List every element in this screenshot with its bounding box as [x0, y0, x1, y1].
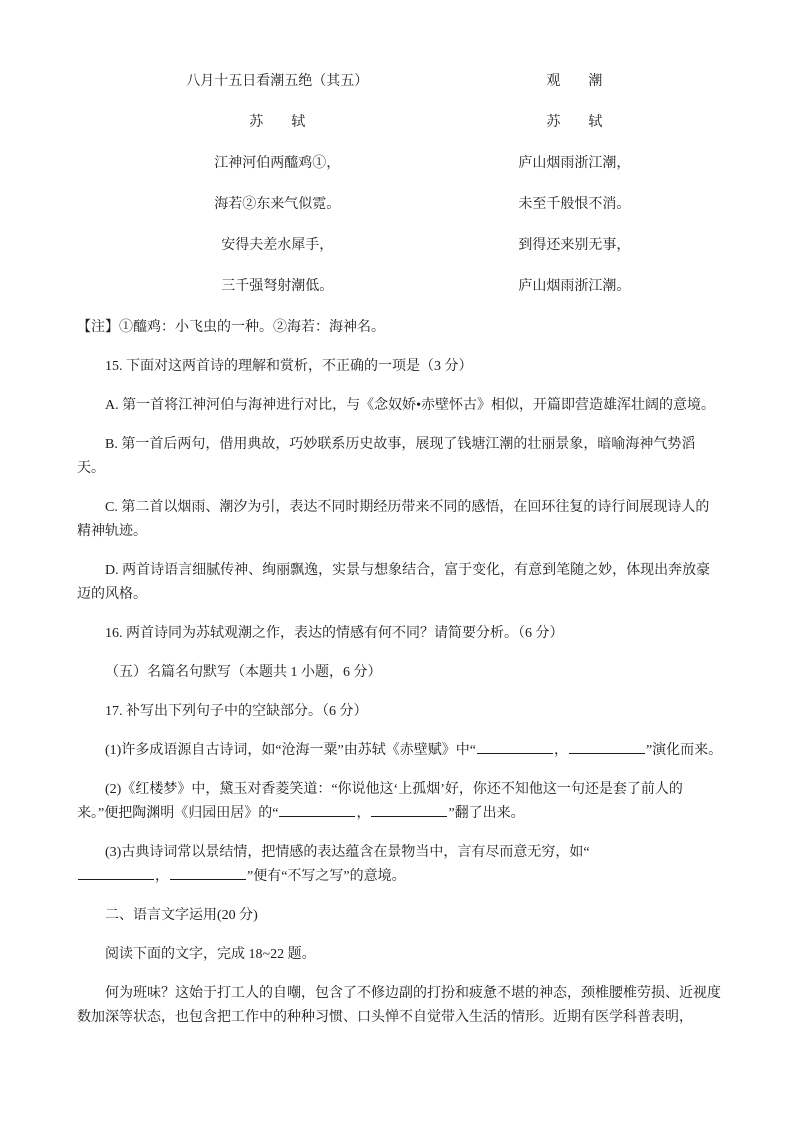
answer-blank — [569, 739, 645, 754]
reading-passage: 何为班味？这始于打工人的自嘲，包含了不修边副的打扮和疲惫不堪的神态，颈椎腰椎劳损、近视度数加深等状态，也包含把工作中的种种习惯、口头惮不自觉带入生活的情形。近期有医学科普表明， — [77, 986, 721, 1025]
poem-right-line: 未至千般恨不消。 — [518, 197, 631, 212]
poem-left-line: 江神河伯两醯鸡①， — [214, 156, 341, 171]
question-17-item-2 — [77, 778, 723, 826]
poem-left-line: 海若②东来气似霓。 — [214, 197, 341, 212]
question-17-item-3 — [77, 841, 723, 889]
poem-title-row — [77, 70, 723, 94]
question-15-option-d: D. 两首诗语言细腻传神、绚丽飘逸，实景与想象结合，富于变化，有意到笔随之妙，体现出奔放豪迈的风格。 — [77, 563, 711, 602]
poem-right-author: 苏 轼 — [546, 115, 603, 130]
answer-blank — [279, 802, 355, 817]
item-1-text-mid: ， — [553, 743, 568, 758]
poem-left-line: 安得夫差水犀手， — [221, 238, 334, 253]
item-2-text-mid: ， — [356, 806, 371, 821]
question-15-stem: 15. 下面对这两首诗的理解和赏析，不正确的一项是（3 分） — [105, 359, 473, 374]
question-15-option-c: C. 第二首以烟雨、潮汐为引，表达不同时期经历带来不同的感悟，在回环往复的诗行间展现诗人的精神轨迹。 — [77, 500, 710, 539]
poem-left-title: 八月十五日看潮五绝（其五） — [186, 74, 369, 89]
question-17-stem: 17. 补写出下列句子中的空缺部分。（6 分） — [105, 704, 368, 719]
poem-right-line: 庐山烟雨浙江潮， — [518, 156, 631, 171]
poem-right-title: 观 潮 — [546, 74, 603, 89]
question-15-option-a: A. 第一首将江神河伯与海神进行对比，与《念奴娇•赤壁怀古》相似，开篇即营造雄浑壮阔的意境。 — [105, 398, 716, 413]
poem-line-row — [77, 275, 723, 299]
poem-line-row — [77, 152, 723, 176]
item-2-blank-group — [278, 806, 448, 821]
question-16-stem: 16. 两首诗同为苏轼观潮之作，表达的情感有何不同？请简要分析。（6 分） — [105, 626, 564, 641]
item-1-text-pre: (1)许多成语源自古诗词，如“沧海一粟”由苏轼《赤壁赋》中“ — [105, 743, 476, 758]
question-17-item-1 — [77, 739, 723, 763]
item-3-text-post: ”便有“不写之写”的意境。 — [247, 869, 406, 884]
item-2-text-pre: (2)《红楼梦》中，黛玉对香菱笑道：“你说他这‘上孤烟’好，你还不知他这一句还是套了前人的来。”便把陶渊明《归园田居》的“ — [77, 782, 683, 821]
poem-line-row — [77, 193, 723, 217]
section-2-heading: 二、语言文字运用(20 分) — [105, 908, 258, 923]
poem-author-row — [77, 111, 723, 135]
poem-left-author: 苏 轼 — [249, 115, 306, 130]
item-3-blank-group — [77, 869, 247, 884]
item-1-text-post: ”演化而来。 — [645, 743, 723, 758]
answer-blank — [371, 802, 447, 817]
poem-footnote: 【注】①醯鸡：小飞虫的一种。②海若：海神名。 — [77, 320, 385, 335]
poem-right-line: 到得还来别无事， — [518, 238, 631, 253]
item-3-text-mid: ， — [155, 869, 169, 884]
poem-line-row — [77, 234, 723, 258]
answer-blank — [170, 865, 246, 880]
question-15-option-b: B. 第一首后两句，借用典故，巧妙联系历史故事，展现了钱塘江潮的壮丽景象，暗喻海神气势滔天。 — [77, 437, 696, 476]
section-5-heading: （五）名篇名句默写（本题共 1 小题，6 分） — [105, 665, 382, 680]
reading-instruction: 阅读下面的文字，完成 18~22 题。 — [105, 947, 316, 962]
answer-blank — [78, 865, 154, 880]
answer-blank — [477, 739, 553, 754]
poem-right-line: 庐山烟雨浙江潮。 — [518, 279, 631, 294]
item-3-text-pre: (3)古典诗词常以景结情，把情感的表达蕴含在景物当中，言有尽而意无穷，如“ — [105, 845, 590, 860]
item-1-blank-group — [476, 743, 646, 758]
poem-left-line: 三千强弩射潮低。 — [221, 279, 334, 294]
item-2-text-post: ”翻了出来。 — [448, 806, 525, 821]
